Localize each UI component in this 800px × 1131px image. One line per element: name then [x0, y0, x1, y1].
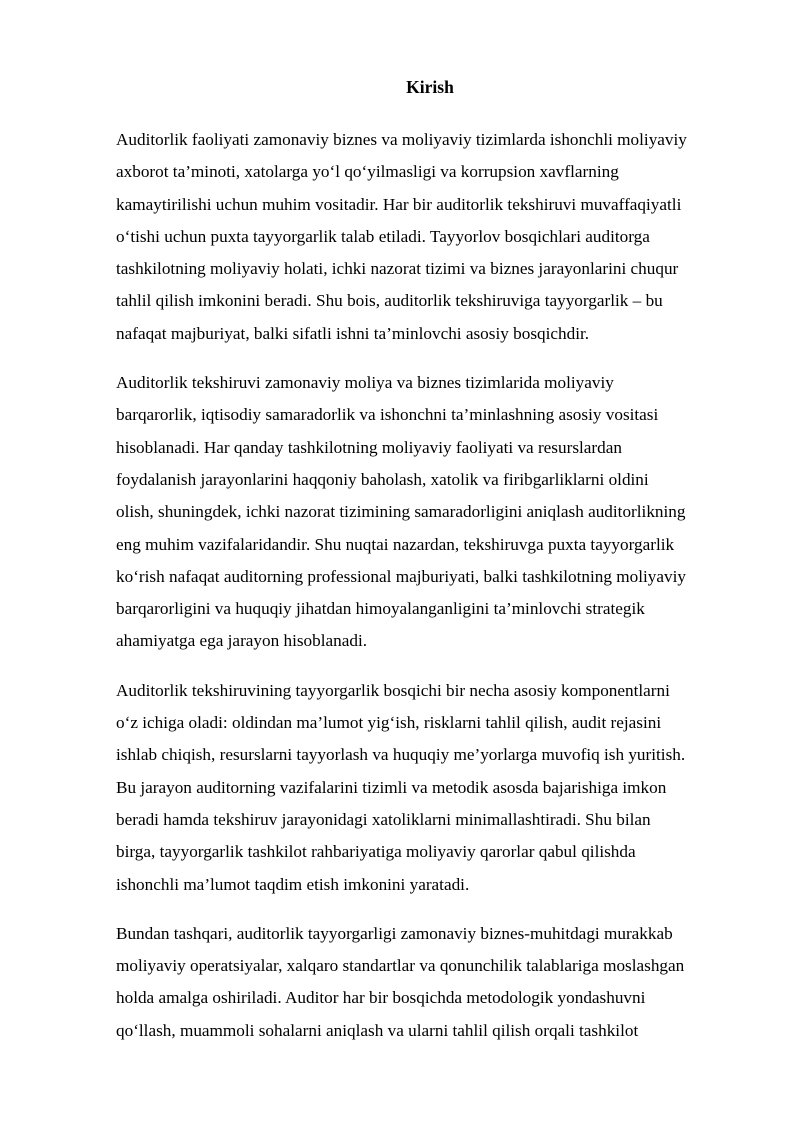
text-line: Bu jarayon auditorning vazifalarini tizimli va metodik asosda bajarishiga imkon — [116, 777, 667, 797]
paragraph-1 — [116, 124, 776, 350]
text-line: ko‘rish nafaqat auditorning professional majburiyati, balki tashkilotning moliyaviy — [116, 566, 686, 586]
text-line: o‘z ichiga oladi: oldindan ma’lumot yig‘ish, risklarni tahlil qilish, audit rejasini — [116, 713, 662, 733]
text-line: Auditorlik tekshiruvi zamonaviy moliya va biznes tizimlarida moliyaviy — [116, 373, 614, 393]
text-line: o‘tishi uchun puxta tayyorgarlik talab etiladi. Tayyorlov bosqichlari auditorga — [116, 226, 650, 246]
text-line: olish, shuningdek, ichki nazorat tizimining samaradorligini aniqlash auditorlikning — [116, 502, 686, 522]
text-line: holda amalga oshiriladi. Auditor har bir bosqichda metodologik yondashuvni — [116, 988, 646, 1008]
paragraph-3 — [116, 675, 776, 901]
text-line: hisoblanadi. Har qanday tashkilotning moliyaviy faoliyati va resurslardan — [116, 437, 622, 457]
text-line: qo‘llash, muammoli sohalarni aniqlash va ularni tahlil qilish orqali tashkilot — [116, 1020, 639, 1040]
document-title: Kirish — [406, 77, 454, 97]
text-line: nafaqat majburiyat, balki sifatli ishni ta’minlovchi asosiy bosqichdir. — [116, 323, 590, 343]
text-line: moliyaviy operatsiyalar, xalqaro standartlar va qonunchilik talablariga moslashgan — [116, 956, 685, 976]
paragraph-4 — [116, 918, 776, 1047]
text-line: tashkilotning moliyaviy holati, ichki nazorat tizimi va biznes jarayonlarini chuqur — [116, 259, 679, 279]
text-line: beradi hamda tekshiruv jarayonidagi xatoliklarni minimallashtiradi. Shu bilan — [116, 809, 651, 829]
text-line: barqarorlik, iqtisodiy samaradorlik va ishonchni ta’minlashning asosiy vositasi — [116, 405, 659, 425]
text-line: Auditorlik tekshiruvining tayyorgarlik bosqichi bir necha asosiy komponentlarni — [116, 680, 670, 700]
text-line: axborot ta’minoti, xatolarga yo‘l qo‘yilmasligi va korrupsion xavflarning — [116, 162, 619, 182]
text-line: ahamiyatga ega jarayon hisoblanadi. — [116, 631, 368, 651]
text-line: Auditorlik faoliyati zamonaviy biznes va moliyaviy tizimlarda ishonchli moliyaviy — [116, 130, 687, 149]
text-line: ishonchli ma’lumot taqdim etish imkonini yaratadi. — [116, 874, 470, 894]
text-line: Bundan tashqari, auditorlik tayyorgarligi zamonaviy biznes-muhitdagi murakkab — [116, 923, 673, 943]
paragraph-2 — [116, 367, 776, 658]
text-line: foydalanish jarayonlarini haqqoniy baholash, xatolik va firibgarliklarni oldini — [116, 469, 649, 489]
text-line: birga, tayyorgarlik tashkilot rahbariyatiga moliyaviy qarorlar qabul qilishda — [116, 842, 636, 862]
text-line: barqarorligini va huquqiy jihatdan himoyalanganligini ta’minlovchi strategik — [116, 599, 645, 619]
text-line: kamaytirilishi uchun muhim vositadir. Har bir auditorlik tekshiruvi muvaffaqiyatli — [116, 194, 682, 214]
text-line: ishlab chiqish, resurslarni tayyorlash va huquqiy me’yorlarga muvofiq ish yuritish. — [116, 745, 686, 765]
text-line: tahlil qilish imkonini beradi. Shu bois, auditorlik tekshiruviga tayyorgarlik – bu — [116, 291, 663, 311]
text-line: eng muhim vazifalaridandir. Shu nuqtai nazardan, tekshiruvga puxta tayyorgarlik — [116, 534, 675, 554]
